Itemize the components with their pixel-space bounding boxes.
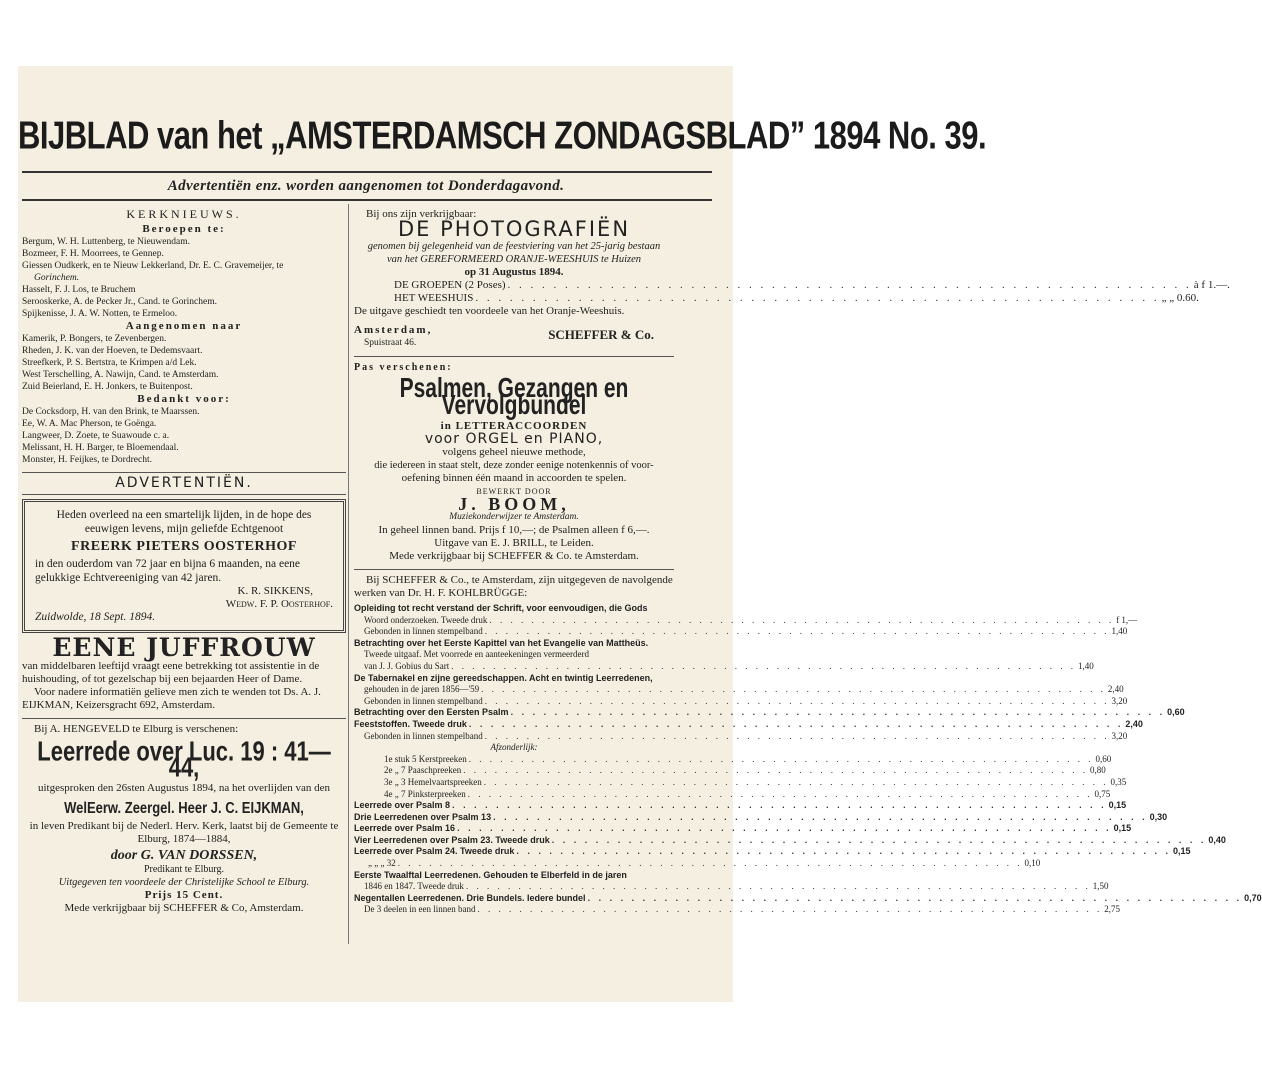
psalmen-bewerkt: BEWERKT DOOR bbox=[476, 487, 552, 496]
book-price: 0,40 bbox=[1208, 834, 1226, 845]
book-title: Afzonderlijk: bbox=[490, 742, 538, 753]
leerrede-line: uitgesproken den 26sten Augustus 1894, na het overlijden van den bbox=[37, 782, 331, 794]
juffrouw-heading: EENE JUFFROUW bbox=[52, 633, 316, 662]
bedankt-item: De Cocksdorp, H. van den Brink, te Maarssen. bbox=[22, 407, 200, 417]
book-list-item bbox=[354, 638, 674, 650]
leader-dots bbox=[489, 615, 1114, 627]
photo-item-row bbox=[354, 292, 1199, 305]
section-rule bbox=[22, 472, 346, 473]
book-price: 2,40 bbox=[1107, 684, 1124, 695]
book-price: 3,20 bbox=[1111, 730, 1128, 741]
book-list-item bbox=[354, 800, 1127, 812]
book-list-item bbox=[354, 811, 1168, 824]
column-divider bbox=[348, 204, 349, 944]
kohlbrugge-list bbox=[354, 603, 1262, 916]
book-title: Leerrede over Psalm 24. Tweede druk bbox=[354, 846, 515, 857]
book-price: 1,50 bbox=[1092, 881, 1109, 892]
masthead-rule bbox=[22, 171, 712, 173]
bedankt-heading: Bedankt voor: bbox=[137, 393, 231, 405]
scan-margin-top bbox=[0, 0, 738, 66]
leader-dots bbox=[485, 731, 1110, 743]
book-list-item bbox=[354, 603, 674, 615]
beroepen-item: Bergum, W. H. Luttenberg, te Nieuwendam. bbox=[22, 237, 190, 247]
book-title: Opleiding tot recht verstand der Schrift, voor eenvoudigen, die Gods bbox=[354, 603, 648, 613]
book-list-item bbox=[354, 858, 1041, 870]
kerknieuws-heading: KERKNIEUWS. bbox=[126, 207, 242, 221]
leerrede-sold: Mede verkrijgbaar bij SCHEFFER & Co, Amsterdam. bbox=[64, 902, 304, 914]
book-title: „ „ „ 32 bbox=[368, 858, 396, 869]
book-title: 3e „ 3 Hemelvaartspreeken bbox=[384, 776, 482, 787]
leader-dots bbox=[398, 858, 1023, 870]
aangenomen-heading: Aangenomen naar bbox=[125, 320, 243, 332]
photo-intro: Bij ons zijn verkrijgbaar: bbox=[366, 208, 477, 220]
leader-dots bbox=[552, 835, 1207, 847]
leerrede-note: Uitgegeven ten voordeele der Christelijke School te Elburg. bbox=[58, 877, 310, 888]
book-price: 0,60 bbox=[1095, 753, 1112, 764]
beroepen-item: Serooskerke, A. de Pecker Jr., Cand. te Gorinchem. bbox=[22, 297, 217, 307]
leader-dots bbox=[481, 684, 1106, 696]
bedankt-item: Langweer, D. Zoete, te Suawoude c. a. bbox=[22, 431, 170, 441]
photo-item-price: „ „ 0.60. bbox=[1161, 292, 1199, 304]
photo-address-row bbox=[354, 324, 674, 350]
book-price: 1,40 bbox=[1078, 660, 1094, 671]
section-rule bbox=[22, 494, 346, 495]
book-price: 0,30 bbox=[1149, 811, 1168, 822]
beroepen-item: Hasselt, F. J. Los, te Bruchem bbox=[22, 285, 136, 295]
psalmen-title: Psalmen, Gezangen en Vervolgbundel bbox=[399, 373, 629, 421]
aangenomen-item: Streefkerk, P. S. Bertstra, te Krimpen a/d Lek. bbox=[22, 358, 197, 368]
book-list-item bbox=[354, 673, 674, 685]
book-price: 0,80 bbox=[1089, 765, 1106, 776]
section-rule bbox=[22, 718, 346, 719]
book-list-item bbox=[354, 904, 1120, 916]
book-price: 0,10 bbox=[1024, 858, 1041, 869]
psalmen-subtitle: voor ORGEL en PIANO, bbox=[424, 431, 604, 447]
book-list-item bbox=[354, 742, 674, 754]
leader-dots bbox=[463, 765, 1088, 777]
book-title: 1846 en 1847. Tweede druk bbox=[364, 881, 464, 892]
book-list-item bbox=[354, 707, 1185, 719]
book-title: Negentallen Leerredenen. Drie Bundels. Iedere bundel bbox=[354, 892, 586, 903]
aangenomen-item: Kamerik, P. Bongers, te Zevenbergen. bbox=[22, 334, 167, 344]
book-price: 2,40 bbox=[1125, 718, 1143, 729]
book-list-item bbox=[354, 765, 1106, 777]
book-list-item bbox=[354, 730, 1128, 743]
leader-dots bbox=[457, 823, 1112, 835]
book-list-item bbox=[354, 881, 1109, 893]
book-title: Woord onderzoeken. Tweede druk bbox=[364, 614, 488, 625]
photo-item-price: à f 1.—. bbox=[1193, 279, 1230, 291]
book-list-item bbox=[354, 846, 1191, 858]
beroepen-item: Gorinchem. bbox=[34, 273, 80, 283]
leader-dots bbox=[477, 904, 1102, 916]
leerrede-price: Prijs 15 Cent. bbox=[144, 889, 224, 901]
book-title: Leerrede over Psalm 8 bbox=[354, 800, 451, 811]
photo-desc: van het GEREFORMEERD ORANJE-WEESHUIS te Huizen bbox=[387, 254, 641, 265]
kohlbrugge-intro: Bij SCHEFFER & Co., te Amsterdam, zijn uitgegeven de navolgende werken van Dr. H. F. KOHLBRÜGGE: bbox=[354, 574, 673, 599]
masthead-title: BIJBLAD van het „AMSTERDAMSCH ZONDAGSBLAD” 1894 No. 39. bbox=[18, 113, 987, 158]
leader-dots bbox=[469, 719, 1124, 731]
photo-city: Amsterdam, bbox=[354, 324, 433, 336]
juffrouw-text: van middelbaren leeftijd vraagt eene betrekking tot assistentie in de huishouding, of tot gezelschap bij een bejaarden Heer of Dame. bbox=[22, 660, 320, 685]
psalmen-subtitle: in LETTERACCOORDEN bbox=[440, 420, 588, 432]
book-list-item bbox=[354, 753, 1112, 766]
bedankt-item: Monster, H. Feijkes, te Dordrecht. bbox=[22, 455, 152, 465]
psalmen-author: J. BOOM, bbox=[458, 494, 570, 514]
leader-dots bbox=[516, 846, 1171, 858]
beroepen-item: Bozmeer, F. H. Moorrees, te Gennep. bbox=[22, 249, 164, 259]
book-title: Feeststoffen. Tweede druk bbox=[354, 718, 467, 729]
leader-dots bbox=[484, 777, 1109, 789]
book-price: 0,35 bbox=[1110, 776, 1127, 787]
psalmen-author-role: Muziekonderwijzer te Amsterdam. bbox=[449, 512, 579, 522]
book-title: 1e stuk 5 Kerstpreeken bbox=[384, 753, 467, 764]
photo-item-label: HET WEESHUIS bbox=[394, 292, 474, 304]
leerrede-title: Leerrede over Luc. 19 : 41—44, bbox=[37, 735, 331, 783]
leader-dots bbox=[452, 800, 1107, 812]
death-notice bbox=[22, 499, 346, 633]
book-list-item bbox=[354, 695, 1128, 708]
book-title: Betrachting over het Eerste Kapittel van het Evangelie van Mattheüs. bbox=[354, 637, 649, 648]
book-title: Leerrede over Psalm 16 bbox=[354, 823, 456, 834]
book-title: Gebonden in linnen stempelband bbox=[364, 626, 483, 637]
leader-dots bbox=[508, 279, 1192, 292]
photo-item-label: DE GROEPEN (2 Poses) bbox=[394, 279, 506, 291]
book-title: Tweede uitgaaf. Met voorrede en aanteekeningen vermeerderd bbox=[364, 649, 590, 660]
advertising-notice: Advertentiën enz. worden aangenomen tot Donderdagavond. bbox=[167, 178, 565, 194]
leerrede-subject: WelEerw. Zeergel. Heer J. C. EIJKMAN, bbox=[64, 798, 304, 817]
book-price: 0,15 bbox=[1108, 800, 1127, 811]
bedankt-item: Ee, W. A. Mac Pherson, te Goënga. bbox=[22, 419, 157, 429]
left-column bbox=[22, 208, 346, 915]
psalmen-text: volgens geheel nieuwe methode, bbox=[442, 446, 586, 458]
beroepen-heading: Beroepen te: bbox=[142, 223, 226, 235]
section-rule bbox=[354, 356, 674, 357]
psalmen-intro: Pas verschenen: bbox=[354, 362, 453, 373]
leader-dots bbox=[588, 893, 1243, 905]
psalmen-price: In geheel linnen band. Prijs f 10,—; de Psalmen alleen f 6,—. bbox=[378, 524, 650, 536]
book-list-item bbox=[354, 788, 1111, 801]
book-list-item bbox=[354, 626, 1128, 638]
leerrede-intro: Bij A. HENGEVELD te Elburg is verschenen: bbox=[34, 723, 239, 735]
book-title: De 3 deelen in een linnen band bbox=[364, 904, 476, 915]
photo-street: Spuistraat 46. bbox=[364, 338, 417, 348]
book-title: van J. J. Gobius du Sart bbox=[364, 660, 450, 671]
death-notice-date: Zuidwolde, 18 Sept. 1894. bbox=[35, 611, 156, 623]
leader-dots bbox=[485, 626, 1110, 638]
beroepen-item: Giessen Oudkerk, en te Nieuw Lekkerland, Dr. E. C. Gravemeijer, te bbox=[22, 261, 284, 271]
book-list-item bbox=[354, 823, 1132, 835]
psalmen-text: die iedereen in staat stelt, deze zonder eenige notenkennis of voor- bbox=[374, 460, 654, 471]
book-title: Betrachting over den Eersten Psalm bbox=[354, 707, 509, 718]
book-list-item bbox=[354, 649, 674, 661]
leader-dots bbox=[511, 707, 1166, 719]
photo-benefit: De uitgave geschiedt ten voordeele van het Oranje-Weeshuis. bbox=[354, 305, 625, 317]
advertenties-heading: ADVERTENTIËN. bbox=[115, 475, 253, 491]
photo-item-row bbox=[354, 279, 1230, 292]
beroepen-item: Spijkenisse, J. A. W. Notten, te Ermeloo. bbox=[22, 309, 178, 319]
book-price: 3,20 bbox=[1111, 695, 1128, 706]
death-notice-signature: K. R. SIKKENS, bbox=[237, 585, 313, 597]
death-notice-details: in den ouderdom van 72 jaar en bijna 6 maanden, na eene gelukkige Echtvereeniging van 42 jaren. bbox=[35, 558, 301, 584]
book-list-item bbox=[354, 892, 1262, 905]
book-list-item bbox=[354, 834, 1226, 847]
book-title: Gebonden in linnen stempelband bbox=[364, 695, 483, 706]
leader-dots bbox=[466, 881, 1091, 893]
notice-rule bbox=[22, 199, 712, 201]
book-price: 0,60 bbox=[1167, 707, 1185, 718]
book-list-item bbox=[354, 614, 1138, 627]
book-title: Vier Leerredenen over Psalm 23. Tweede druk bbox=[354, 834, 550, 845]
book-list-item bbox=[354, 776, 1127, 789]
leerrede-author: door G. VAN DORSSEN, bbox=[110, 848, 258, 863]
leader-dots bbox=[485, 696, 1110, 708]
leerrede-author-role: Predikant te Elburg. bbox=[143, 864, 225, 875]
photo-desc: genomen bij gelegenheid van de feestviering van het 25-jarig bestaan bbox=[367, 241, 661, 252]
photo-title: DE PHOTOGRAFIËN bbox=[397, 217, 631, 241]
aangenomen-item: Rheden, J. K. van der Hoeven, te Dedemsvaart. bbox=[22, 346, 203, 356]
deceased-name: FREERK PIETERS OOSTERHOF bbox=[71, 539, 297, 554]
bedankt-item: Melissant, H. H. Barger, te Bloemendaal. bbox=[22, 443, 179, 453]
section-rule bbox=[354, 569, 674, 570]
book-price: 2,75 bbox=[1104, 904, 1120, 915]
book-title: gehouden in de jaren 1856—'59 bbox=[364, 684, 480, 695]
book-title: Eerste Twaalftal Leerredenen. Gehouden te Elberfeld in de jaren bbox=[354, 869, 627, 880]
book-list-item bbox=[354, 660, 1094, 673]
death-notice-signature: Wedw. F. P. Oosterhof. bbox=[225, 598, 333, 610]
leader-dots bbox=[469, 754, 1094, 766]
book-price: f 1,— bbox=[1116, 614, 1138, 625]
psalmen-sold: Mede verkrijgbaar bij SCHEFFER & Co. te Amsterdam. bbox=[389, 550, 639, 562]
book-title: Gebonden in linnen stempelband bbox=[364, 730, 483, 741]
photo-firm: SCHEFFER & Co. bbox=[548, 327, 654, 342]
book-title: 2e „ 7 Paaschpreeken bbox=[384, 765, 462, 776]
psalmen-text: oefening binnen één maand in accoorden te spelen. bbox=[401, 472, 627, 484]
leader-dots bbox=[451, 661, 1076, 673]
right-column bbox=[354, 208, 1262, 916]
book-price: 0,75 bbox=[1094, 788, 1111, 799]
psalmen-publisher: Uitgave van E. J. BRILL, te Leiden. bbox=[434, 537, 594, 549]
leader-dots bbox=[468, 789, 1093, 801]
book-title: 4e „ 7 Pinksterpreeken bbox=[384, 788, 466, 799]
book-list-item bbox=[354, 684, 1124, 696]
leader-dots bbox=[475, 292, 1159, 305]
leerrede-line: in leven Predikant bij de Nederl. Herv. Kerk, laatst bij de Gemeente te Elburg, 1874—1884, bbox=[29, 820, 339, 845]
book-list-item bbox=[354, 870, 674, 882]
book-price: 0,70 bbox=[1244, 892, 1262, 903]
book-price: 0,15 bbox=[1113, 823, 1132, 834]
death-notice-text: Heden overleed na een smartelijk lijden, in de hope des eeuwigen levens, mijn geliefde Echtgenoot bbox=[56, 509, 312, 535]
book-title: Drie Leerredenen over Psalm 13 bbox=[354, 811, 492, 822]
book-title: De Tabernakel en zijne gereedschappen. Acht en twintig Leerredenen, bbox=[354, 672, 653, 683]
aangenomen-item: Zuid Beierland, E. H. Jonkers, te Buitenpost. bbox=[22, 382, 193, 392]
aangenomen-item: West Terschelling, A. Nawijn, Cand. te Amsterdam. bbox=[22, 370, 219, 380]
book-price: 1,40 bbox=[1111, 626, 1128, 637]
book-list-item bbox=[354, 718, 1143, 731]
book-price: 0,15 bbox=[1172, 846, 1191, 857]
photo-date: op 31 Augustus 1894. bbox=[464, 266, 564, 278]
juffrouw-contact: Voor nadere informatiën gelieve men zich te wenden tot Ds. A. J. EIJKMAN, Keizersgracht 692, Amsterdam. bbox=[22, 686, 321, 711]
leader-dots bbox=[493, 812, 1148, 824]
